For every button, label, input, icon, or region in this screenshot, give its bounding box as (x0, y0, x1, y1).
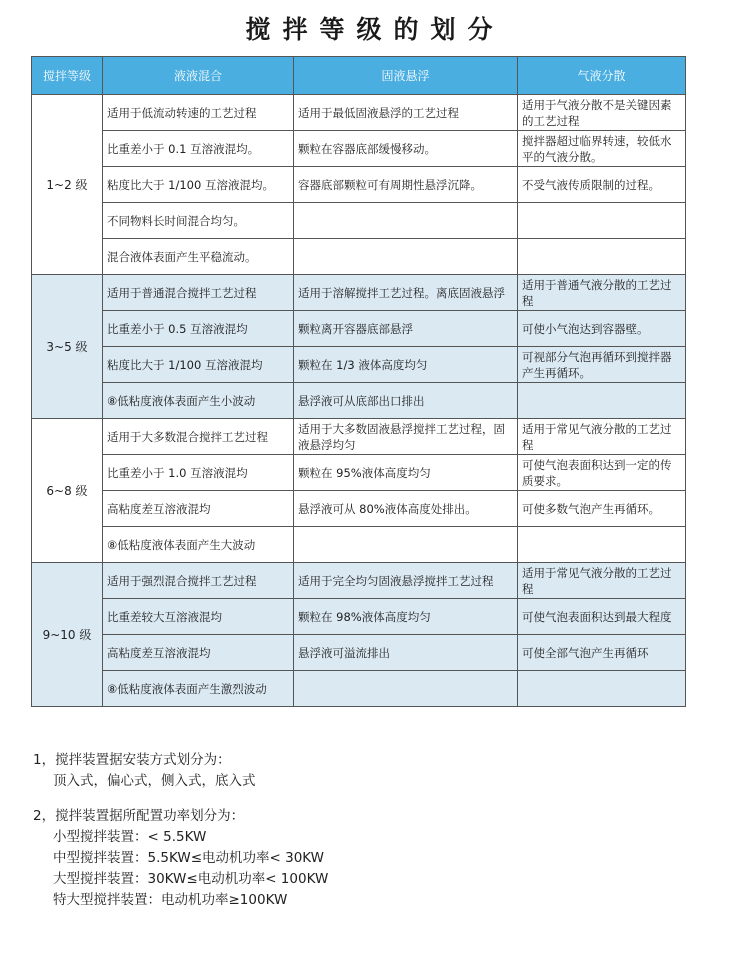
table-row (32, 599, 686, 635)
gas-liquid-cell: 可使气泡表面积达到最大程度 (518, 599, 686, 635)
note1-body: 顶入式，偏心式，侧入式，底入式 (53, 773, 256, 789)
solid-liquid-cell (294, 671, 518, 707)
table-row (32, 491, 686, 527)
gas-liquid-cell: 可使多数气泡产生再循环。 (518, 491, 686, 527)
solid-liquid-cell (294, 239, 518, 275)
gas-liquid-cell: 可使小气泡达到容器壁。 (518, 311, 686, 347)
grade-level-cell: 6~8 级 (32, 419, 103, 563)
gas-liquid-cell: 可使全部气泡产生再循环 (518, 635, 686, 671)
solid-liquid-cell: 悬浮液可从底部出口排出 (294, 383, 518, 419)
note2-item: 小型搅拌装置：< 5.5KW (53, 829, 207, 845)
table-row (32, 455, 686, 491)
liquid-liquid-cell: ⑧低粘度液体表面产生大波动 (103, 527, 294, 563)
header-solid-liquid: 固液悬浮 (294, 57, 518, 95)
page-title: 搅拌等级的划分 (245, 15, 505, 44)
solid-liquid-cell (294, 203, 518, 239)
solid-liquid-cell: 适用于完全均匀固液悬浮搅拌工艺过程 (294, 563, 518, 599)
liquid-liquid-cell: 混合液体表面产生平稳流动。 (103, 239, 294, 275)
liquid-liquid-cell: 适用于大多数混合搅拌工艺过程 (103, 419, 294, 455)
solid-liquid-cell: 颗粒离开容器底部悬浮 (294, 311, 518, 347)
liquid-liquid-cell: 粘度比大于 1/100 互溶液混均 (103, 347, 294, 383)
table-row (32, 347, 686, 383)
liquid-liquid-cell: 适用于强烈混合搅拌工艺过程 (103, 563, 294, 599)
grade-level-cell: 1~2 级 (32, 95, 103, 275)
solid-liquid-cell: 适用于大多数固液悬浮搅拌工艺过程，固液悬浮均匀 (294, 419, 518, 455)
grade-level-cell: 3~5 级 (32, 275, 103, 419)
solid-liquid-cell: 颗粒在 98%液体高度均匀 (294, 599, 518, 635)
table-row (32, 275, 686, 311)
solid-liquid-cell: 悬浮液可溢流排出 (294, 635, 518, 671)
solid-liquid-cell: 悬浮液可从 80%液体高度处排出。 (294, 491, 518, 527)
notes-spacer (33, 792, 328, 806)
gas-liquid-cell: 不受气液传质限制的过程。 (518, 167, 686, 203)
solid-liquid-cell: 颗粒在 1/3 液体高度均匀 (294, 347, 518, 383)
liquid-liquid-cell: 适用于低流动转速的工艺过程 (103, 95, 294, 131)
gas-liquid-cell: 适用于常见气液分散的工艺过程 (518, 419, 686, 455)
table-body (32, 95, 686, 707)
gas-liquid-cell (518, 239, 686, 275)
table-row (32, 635, 686, 671)
table-row (32, 239, 686, 275)
table-row (32, 383, 686, 419)
liquid-liquid-cell: 不同物料长时间混合均匀。 (103, 203, 294, 239)
gas-liquid-cell (518, 527, 686, 563)
header-liquid-liquid: 液液混合 (103, 57, 294, 95)
table-row (32, 419, 686, 455)
table-row (32, 311, 686, 347)
gas-liquid-cell (518, 383, 686, 419)
gas-liquid-cell (518, 203, 686, 239)
table-row (32, 95, 686, 131)
liquid-liquid-cell: 粘度比大于 1/100 互溶液混均。 (103, 167, 294, 203)
note2-title: 2，搅拌装置据所配置功率划分为： (33, 808, 245, 824)
liquid-liquid-cell: 高粘度差互溶液混均 (103, 491, 294, 527)
solid-liquid-cell: 颗粒在 95%液体高度均匀 (294, 455, 518, 491)
header-level: 搅拌等级 (32, 57, 103, 95)
gas-liquid-cell: 适用于普通气液分散的工艺过程 (518, 275, 686, 311)
note2-item: 特大型搅拌装置：电动机功率≥100KW (53, 892, 288, 908)
notes-section (33, 750, 328, 911)
gas-liquid-cell: 适用于气液分散不是关键因素的工艺过程 (518, 95, 686, 131)
liquid-liquid-cell: ⑧低粘度液体表面产生激烈波动 (103, 671, 294, 707)
table-row (32, 527, 686, 563)
liquid-liquid-cell: 比重差小于 1.0 互溶液混均 (103, 455, 294, 491)
note1-title: 1，搅拌装置据安装方式划分为： (33, 752, 231, 768)
header-gas-liquid: 气液分散 (518, 57, 686, 95)
solid-liquid-cell: 颗粒在容器底部缓慢移动。 (294, 131, 518, 167)
solid-liquid-cell: 适用于最低固液悬浮的工艺过程 (294, 95, 518, 131)
grade-level-cell: 9~10 级 (32, 563, 103, 707)
gas-liquid-cell: 适用于常见气液分散的工艺过程 (518, 563, 686, 599)
table-row (32, 563, 686, 599)
gas-liquid-cell (518, 671, 686, 707)
liquid-liquid-cell: 比重差小于 0.1 互溶液混均。 (103, 131, 294, 167)
gas-liquid-cell: 搅拌器超过临界转速，较低水平的气液分散。 (518, 131, 686, 167)
liquid-liquid-cell: 适用于普通混合搅拌工艺过程 (103, 275, 294, 311)
solid-liquid-cell: 容器底部颗粒可有周期性悬浮沉降。 (294, 167, 518, 203)
grade-table (31, 56, 686, 707)
note2-item: 大型搅拌装置：30KW≤电动机功率< 100KW (53, 871, 329, 887)
table-row (32, 203, 686, 239)
table-header-row (32, 57, 686, 95)
liquid-liquid-cell: 高粘度差互溶液混均 (103, 635, 294, 671)
table-row (32, 131, 686, 167)
gas-liquid-cell: 可视部分气泡再循环到搅拌器产生再循环。 (518, 347, 686, 383)
liquid-liquid-cell: 比重差较大互溶液混均 (103, 599, 294, 635)
liquid-liquid-cell: ⑧低粘度液体表面产生小波动 (103, 383, 294, 419)
table-row (32, 167, 686, 203)
note2-item: 中型搅拌装置：5.5KW≤电动机功率< 30KW (53, 850, 325, 866)
liquid-liquid-cell: 比重差小于 0.5 互溶液混均 (103, 311, 294, 347)
gas-liquid-cell: 可使气泡表面积达到一定的传质要求。 (518, 455, 686, 491)
table-row (32, 671, 686, 707)
solid-liquid-cell: 适用于溶解搅拌工艺过程。离底固液悬浮 (294, 275, 518, 311)
solid-liquid-cell (294, 527, 518, 563)
